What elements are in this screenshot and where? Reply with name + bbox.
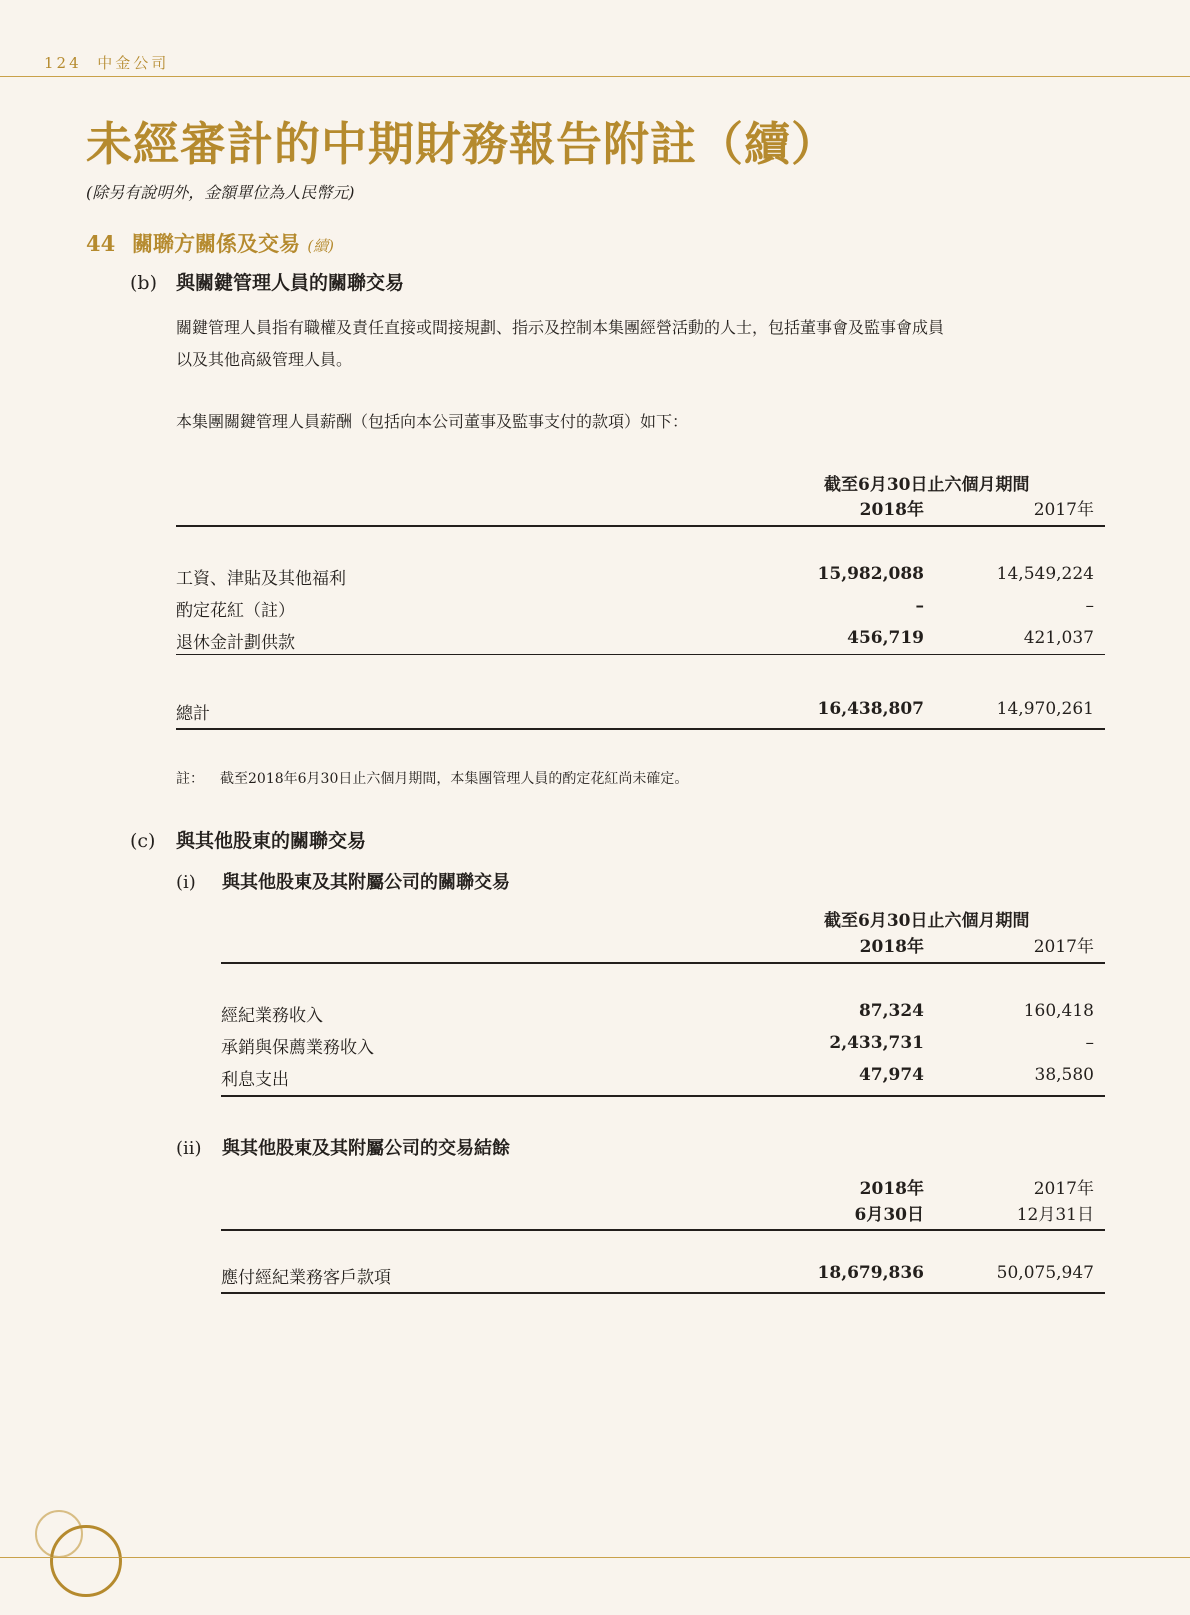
- row-value-2017: 38,580: [1034, 1065, 1094, 1085]
- row-value-2018: 456,719: [847, 628, 924, 648]
- row-label: 應付經紀業務客戶款項: [221, 1268, 391, 1288]
- section-number: 44: [86, 231, 116, 256]
- page-number: 124: [44, 54, 82, 72]
- row-label: 工資、津貼及其他福利: [176, 569, 346, 589]
- table-b-total-rule: [176, 728, 1105, 730]
- page-subtitle: (除另有說明外，金額單位為人民幣元): [86, 183, 355, 202]
- part-c-i-heading: [176, 868, 510, 894]
- part-b-description-line2: 以及其他高級管理人員。: [176, 350, 353, 369]
- table-row: [0, 1065, 1190, 1089]
- total-value-2017: 14,970,261: [996, 699, 1094, 719]
- row-value-2017: 160,418: [1023, 1001, 1094, 1021]
- table-row: [0, 628, 1190, 652]
- table-c-ii-col2-year: 2017年: [1033, 1179, 1094, 1199]
- part-c-i-marker: (i): [176, 872, 196, 893]
- table-c-i-bottom-rule: [221, 1095, 1105, 1097]
- table-c-ii-bottom-rule: [221, 1292, 1105, 1294]
- part-c-ii-heading: [176, 1134, 510, 1160]
- footer-rule: [0, 1557, 1190, 1558]
- row-value-2018: –: [915, 596, 924, 616]
- row-value-2017: 14,549,224: [996, 564, 1094, 584]
- table-row: [0, 596, 1190, 620]
- table-c-ii-col2-date: 12月31日: [1016, 1205, 1094, 1225]
- note-text: 截至2018年6月30日止六個月期間，本集團管理人員的酌定花紅尚未確定。: [220, 771, 689, 787]
- row-value-2018: 87,324: [858, 1001, 924, 1021]
- table-b-note: [176, 768, 688, 788]
- table-row: [0, 1001, 1190, 1025]
- total-value-2018: 16,438,807: [817, 699, 924, 719]
- table-row: [0, 564, 1190, 588]
- row-value-2017: 421,037: [1023, 628, 1094, 648]
- section-heading: [86, 228, 334, 258]
- section-continued: (續): [307, 237, 335, 255]
- part-c-marker: (c): [130, 830, 156, 852]
- table-c-i-col-2017: 2017年: [1033, 937, 1094, 957]
- total-label: 總計: [176, 704, 210, 724]
- part-b-heading: [130, 268, 404, 295]
- row-value-2017: –: [1085, 596, 1094, 616]
- table-c-ii-col1-date: 6月30日: [854, 1205, 924, 1225]
- row-value-2017: –: [1085, 1033, 1094, 1053]
- table-b-subtotal-rule: [176, 654, 1105, 655]
- running-header: [44, 52, 169, 73]
- table-b-col-2017: 2017年: [1033, 500, 1094, 520]
- part-b-intro: 本集團關鍵管理人員薪酬（包括向本公司董事及監事支付的款項）如下：: [176, 412, 689, 431]
- table-c-i-column-headers: [0, 932, 1190, 956]
- company-name: 中金公司: [97, 54, 170, 72]
- table-c-ii-header-line1: [0, 1174, 1190, 1198]
- table-b-period-header: 截至6月30日止六個月期間: [824, 475, 1030, 495]
- row-value-2018: 18,679,836: [817, 1263, 924, 1283]
- part-c-ii-title: 與其他股東及其附屬公司的交易結餘: [222, 1138, 510, 1159]
- table-c-i-header-rule: [221, 962, 1105, 964]
- table-c-ii-header-line2: [0, 1200, 1190, 1224]
- part-b-marker: (b): [130, 272, 157, 294]
- part-b-description-line1: 關鍵管理人員指有職權及責任直接或間接規劃、指示及控制本集團經營活動的人士，包括董事會及監事會成員: [176, 318, 945, 337]
- table-b-col-2018: 2018年: [859, 500, 924, 520]
- row-label: 承銷與保薦業務收入: [221, 1038, 374, 1058]
- table-c-ii-col1-year: 2018年: [859, 1179, 924, 1199]
- section-title: 關聯方關係及交易: [132, 231, 300, 256]
- table-row: [0, 1263, 1190, 1287]
- row-value-2018: 47,974: [858, 1065, 924, 1085]
- part-b-title: 與關鍵管理人員的關聯交易: [176, 272, 405, 294]
- table-b-column-headers: [0, 495, 1190, 519]
- row-value-2018: 2,433,731: [829, 1033, 924, 1053]
- part-c-title: 與其他股東的關聯交易: [176, 830, 367, 852]
- table-b-header-rule: [176, 525, 1105, 527]
- part-b-description: [176, 312, 944, 376]
- part-c-ii-marker: (ii): [176, 1138, 202, 1159]
- row-value-2018: 15,982,088: [817, 564, 924, 584]
- large-ring-decoration: [50, 1525, 122, 1597]
- row-label: 酌定花紅（註）: [176, 601, 295, 621]
- table-c-i-col-2018: 2018年: [859, 937, 924, 957]
- table-c-ii-header-rule: [221, 1229, 1105, 1231]
- part-c-heading: [130, 826, 366, 853]
- table-row: [0, 1033, 1190, 1057]
- table-total-row: [0, 699, 1190, 723]
- page-title: 未經審計的中期財務報告附註（續）: [86, 117, 838, 171]
- note-label: 註：: [176, 771, 204, 787]
- part-c-i-title: 與其他股東及其附屬公司的關聯交易: [222, 872, 510, 893]
- table-c-i-period-header: 截至6月30日止六個月期間: [824, 911, 1030, 931]
- row-label: 經紀業務收入: [221, 1006, 323, 1026]
- row-label: 退休金計劃供款: [176, 633, 295, 653]
- row-value-2017: 50,075,947: [996, 1263, 1094, 1283]
- row-label: 利息支出: [221, 1070, 289, 1090]
- header-rule: [0, 76, 1190, 77]
